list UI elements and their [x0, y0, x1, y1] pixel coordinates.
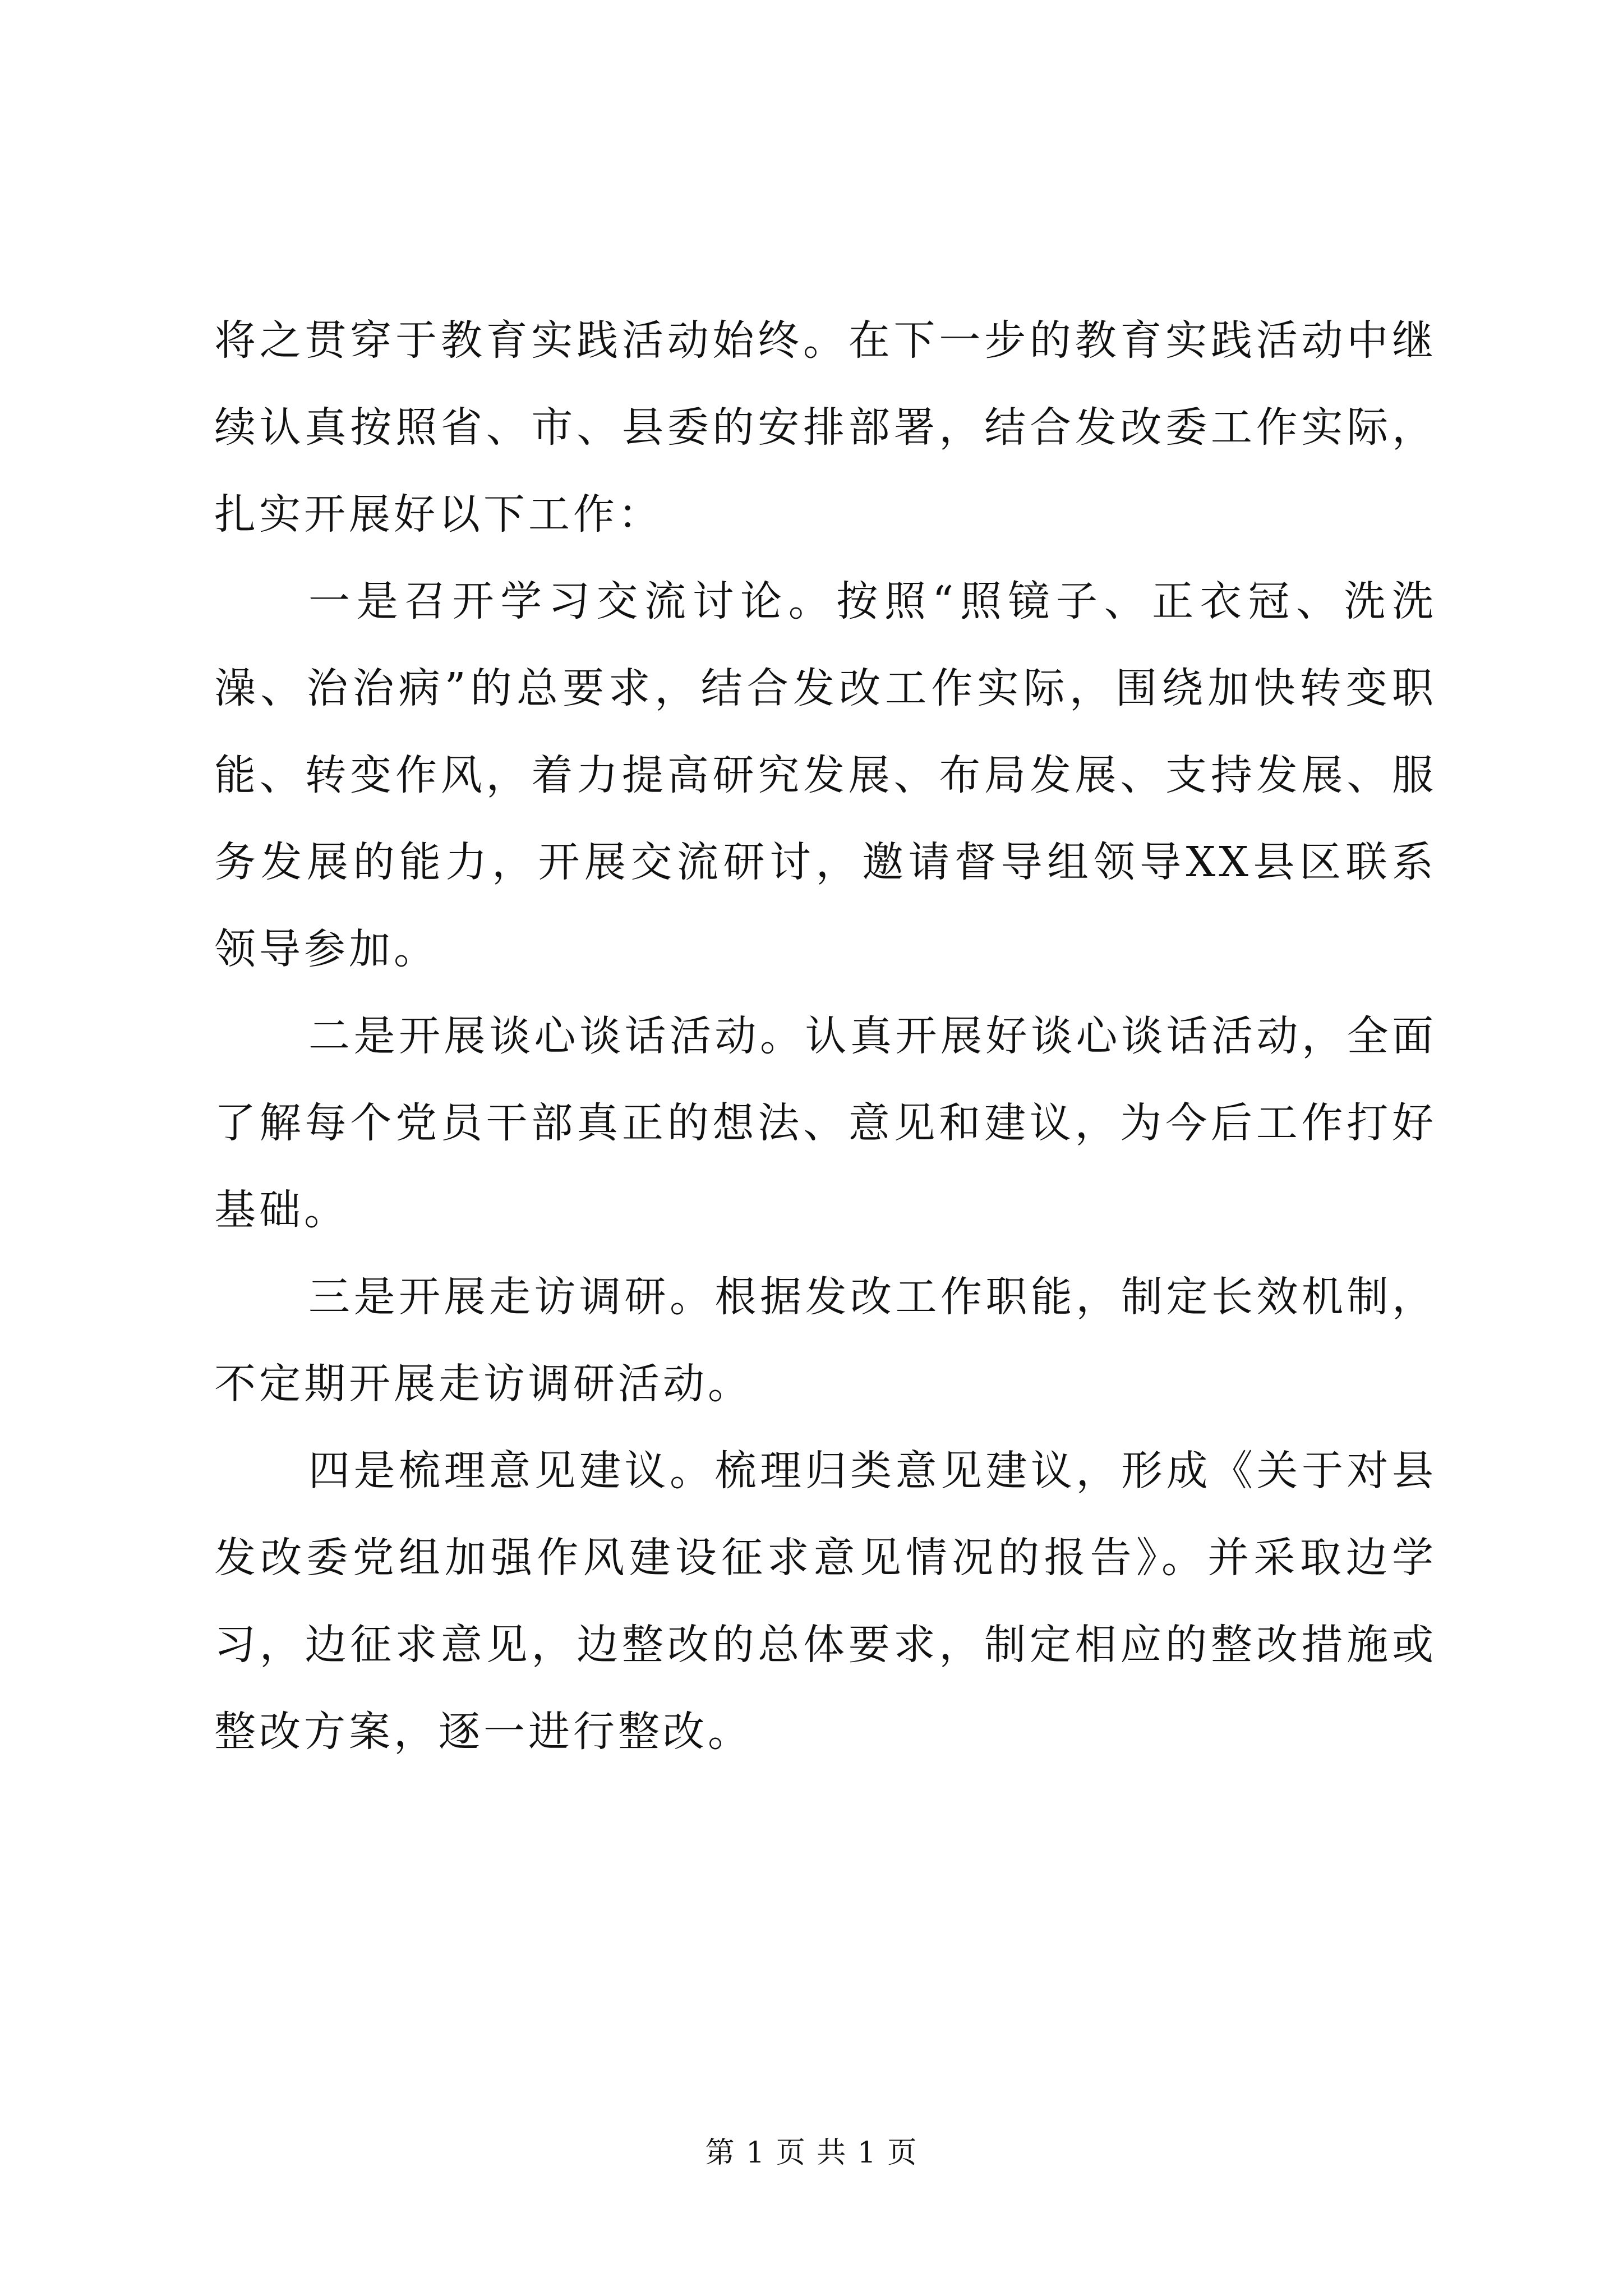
paragraph-item-3: 三是开展走访调研。根据发改工作职能，制定长效机制，不定期开展走访调研活动。	[214, 1273, 1437, 1408]
paragraph-item-2: 二是开展谈心谈话活动。认真开展好谈心谈话活动，全面了解每个党员干部真正的想法、意见和建议，为今后工作打好基础。	[214, 1012, 1437, 1234]
document-body	[214, 297, 1437, 1775]
page-footer: 第 1 页 共 1 页	[705, 2136, 918, 2170]
paragraph-item-1: 一是召开学习交流讨论。按照“照镜子、正衣冠、洗洗澡、治治病”的总要求，结合发改工作实际，围绕加快转变职能、转变作风，着力提高研究发展、布局发展、支持发展、服务发展的能力，开展交流研讨，邀请督导组领导XX县区联系领导参加。	[214, 577, 1437, 973]
paragraph-continuation: 将之贯穿于教育实践活动始终。在下一步的教育实践活动中继续认真按照省、市、县委的安排部署，结合发改委工作实际，扎实开展好以下工作：	[214, 316, 1437, 539]
paragraph-item-4: 四是梳理意见建议。梳理归类意见建议，形成《关于对县发改委党组加强作风建设征求意见情况的报告》。并采取边学习，边征求意见，边整改的总体要求，制定相应的整改措施或整改方案，逐一进行整改。	[214, 1447, 1437, 1756]
